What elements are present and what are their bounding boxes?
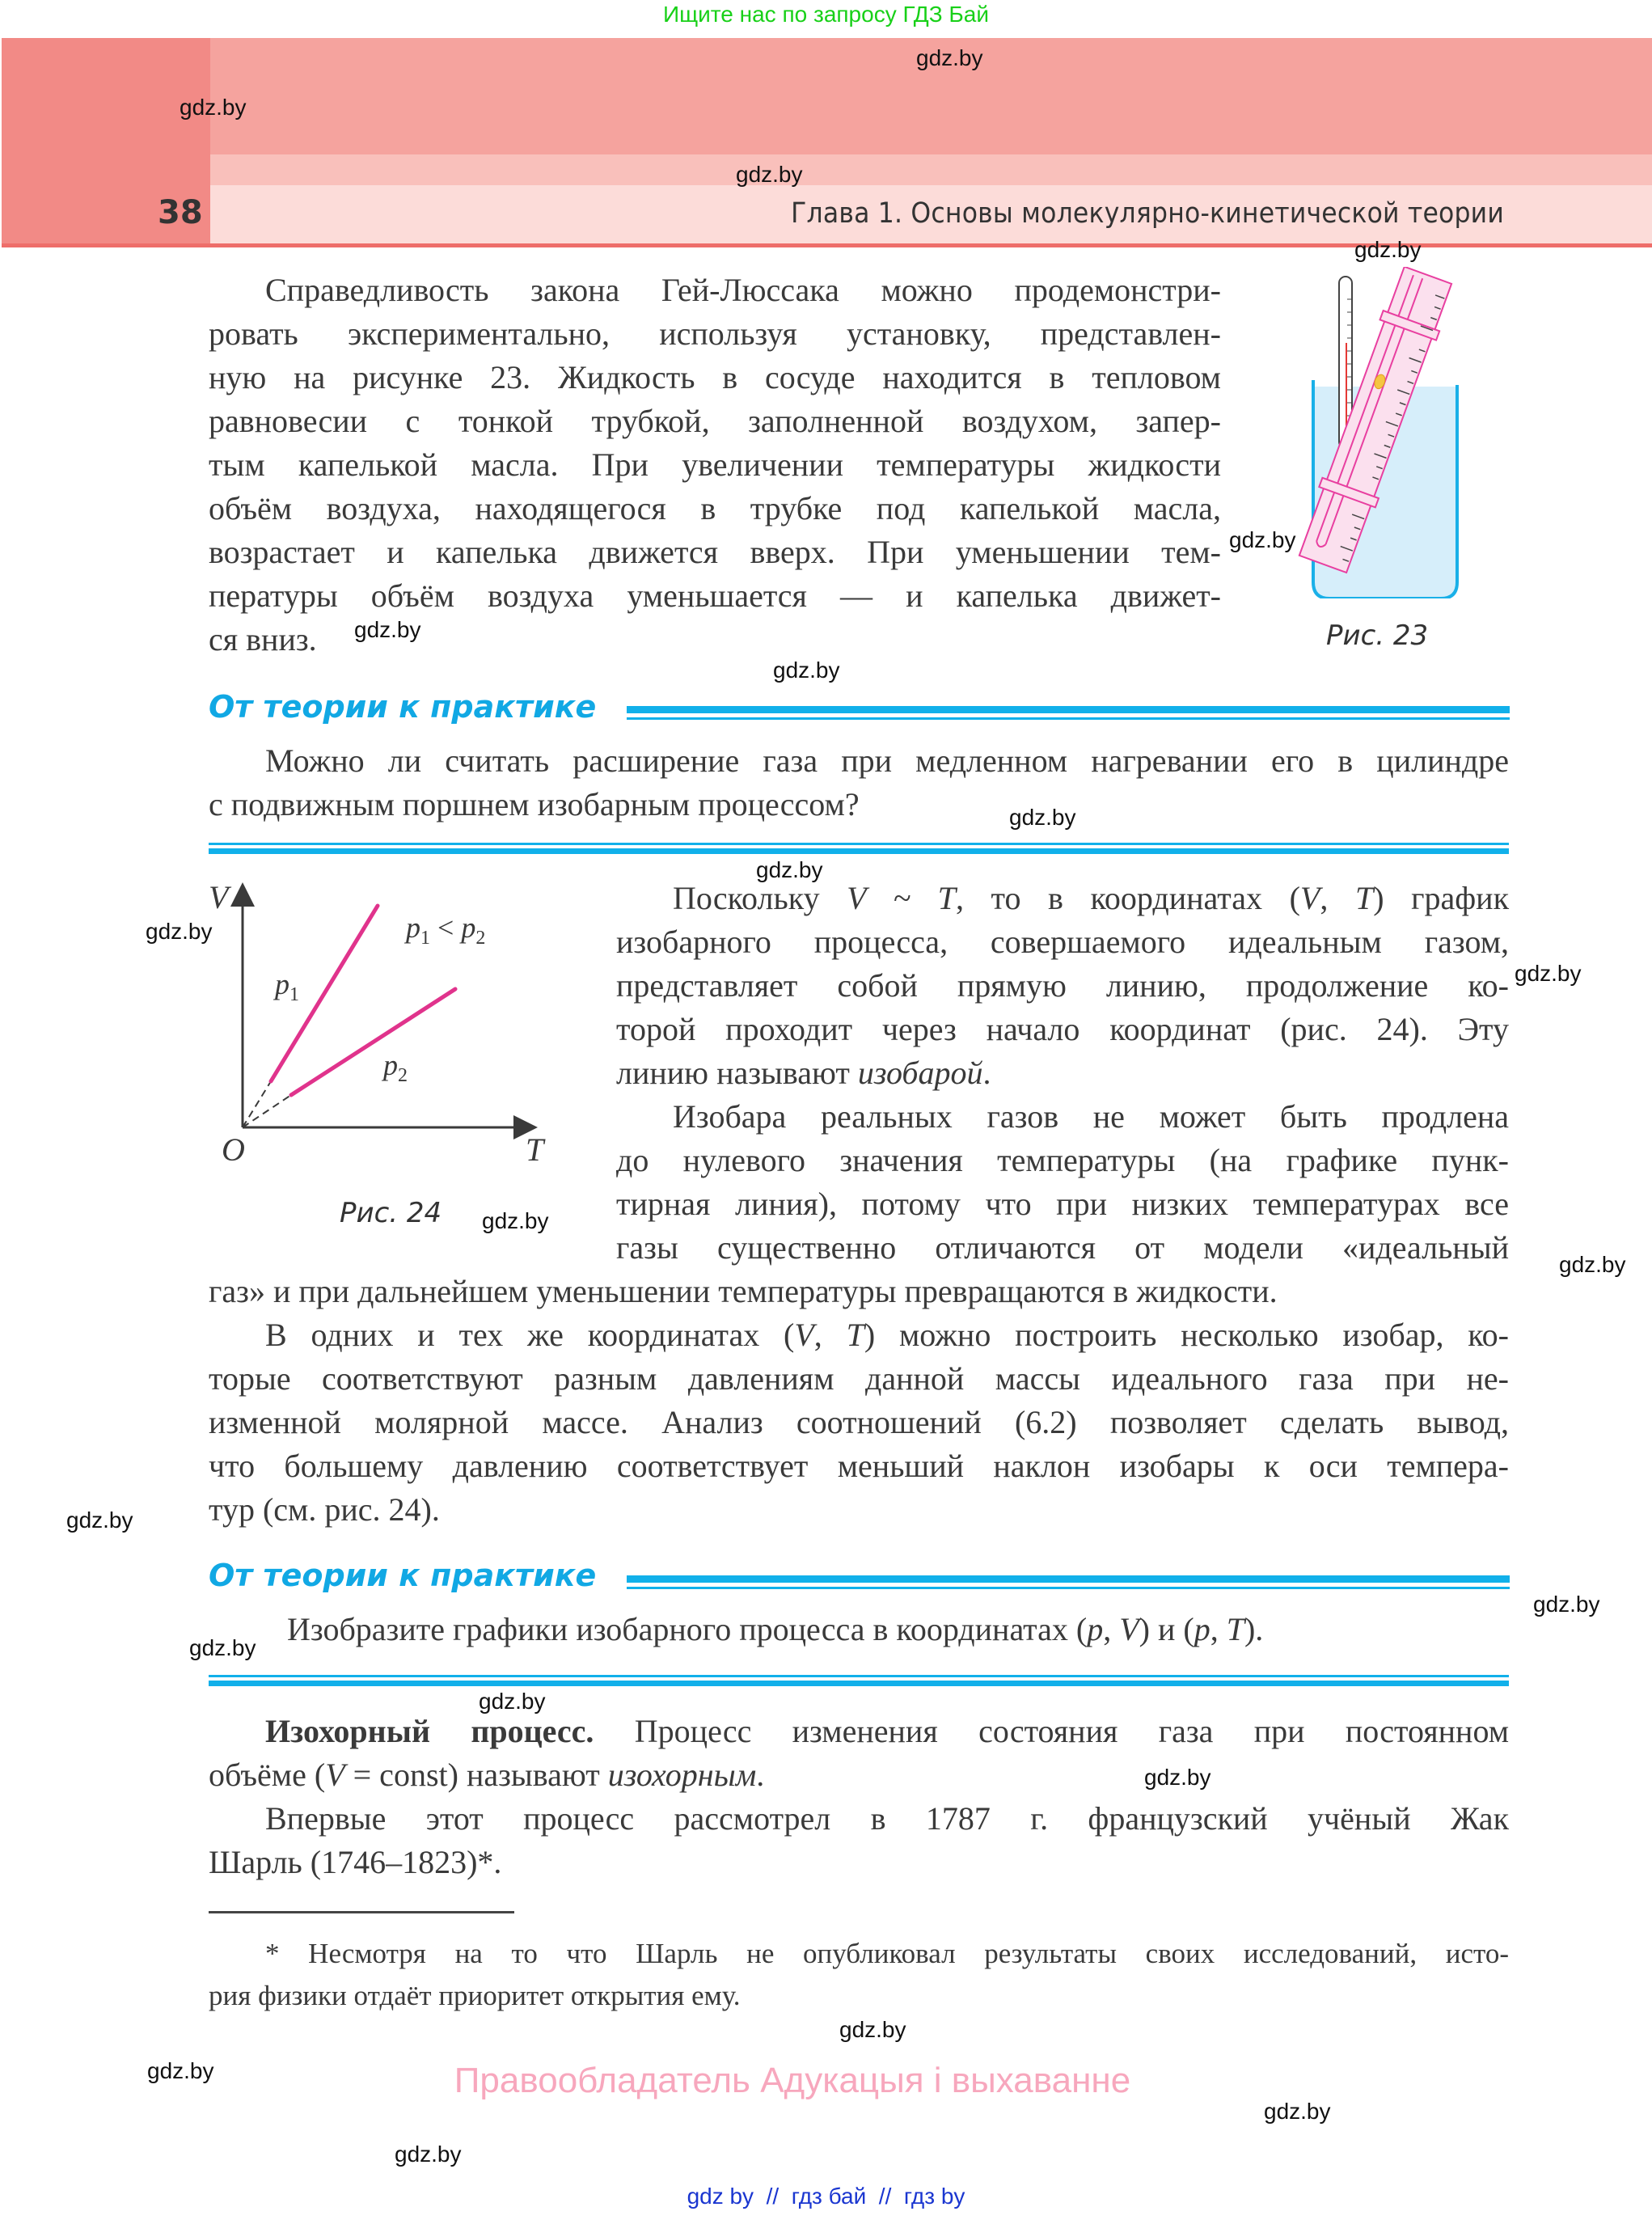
term-isochoric-process: Изохорный процесс.	[265, 1713, 594, 1749]
watermark: gdz.by	[482, 1208, 549, 1233]
rights-holder-notice: Правообладатель Адукацыя і выхаванне	[454, 2061, 1131, 2100]
text-line: Можно ли считать расширение газа при медленном нагревании его в цилиндре	[265, 742, 1509, 779]
text-line: ся вниз.	[209, 621, 317, 657]
watermark: gdz.by	[1229, 527, 1296, 552]
watermark: gdz.by	[839, 2017, 906, 2042]
watermark: gdz.by	[146, 919, 213, 944]
text-run: .	[756, 1757, 765, 1793]
watermark: gdz.by	[147, 2058, 214, 2083]
text-line: ную на рисунке 23. Жидкость в сосуде находится в тепловом	[209, 359, 1221, 395]
text-line: ровать экспериментально, используя установку, представлен-	[209, 315, 1221, 352]
text-line: что большему давлению соответствует меньший наклон изобары к оси темпера-	[209, 1448, 1509, 1484]
text-run: ,	[813, 1317, 847, 1353]
text-line: изобарного процесса, совершаемого идеальным газом,	[616, 924, 1509, 960]
relation-a: p	[406, 911, 420, 944]
pressure-relation	[406, 911, 485, 949]
axis-label-v: V	[209, 879, 229, 915]
watermark: gdz.by	[189, 1635, 256, 1660]
footnote	[209, 1933, 1509, 2017]
text-line: возрастает и капелька движется вверх. При уменьшении тем-	[209, 534, 1221, 570]
text-line: представляет собой прямую линию, продолжение ко-	[616, 967, 1509, 1004]
watermark: gdz.by	[1354, 237, 1422, 262]
text-run: ,	[1103, 1611, 1120, 1647]
text-line: торой проходит через начало координат (рис. 24). Эту	[616, 1011, 1509, 1047]
relation-a-sub: 1	[420, 928, 430, 949]
text-line	[209, 1710, 1509, 1753]
text-run: В одних и тех же координатах (	[265, 1317, 795, 1353]
watermark: gdz.by	[1144, 1765, 1211, 1790]
text-line: изменной молярной массе. Анализ соотношений (6.2) позволяет сделать вывод,	[209, 1404, 1509, 1440]
text-line: Шарль (1746–1823)*.	[209, 1844, 502, 1880]
p1-symbol: p	[275, 968, 289, 1000]
relation-b: p	[461, 911, 476, 944]
figure-24-isobar-chart	[146, 857, 598, 1181]
paragraph-real-gases-end	[209, 1270, 1509, 1313]
p2-symbol: p	[383, 1049, 398, 1081]
bottom-site-links[interactable]: gdz by // гдз бай // гдз by	[687, 2184, 965, 2209]
figure-23-caption: Рис. 23	[1326, 619, 1429, 652]
section-rule-thin	[627, 717, 1510, 720]
watermark: gdz.by	[756, 857, 823, 882]
practice-heading-1: От теории к практике	[209, 689, 597, 725]
paragraph-isobar-definition	[616, 877, 1509, 1095]
text-line: тур (см. рис. 24).	[209, 1491, 440, 1528]
page-number: 38	[158, 194, 203, 231]
text-line: Изобара реальных газов не может быть продлена	[673, 1098, 1509, 1135]
axis-label-t: T	[526, 1131, 544, 1168]
math-run: V ~ T	[847, 880, 956, 916]
text-line: пературы объём воздуха уменьшается — и капелька движет-	[209, 577, 1221, 614]
section-rule-thin	[209, 1675, 1509, 1677]
math-run: V	[325, 1757, 345, 1793]
text-line	[616, 1051, 1509, 1095]
origin-label: O	[222, 1131, 245, 1168]
practice-heading-2: От теории к практике	[209, 1558, 597, 1593]
text-line: тым капелькой масла. При увеличении температуры жидкости	[209, 446, 1221, 483]
text-line: Впервые этот процесс рассмотрел в 1787 г. французский учёный Жак	[265, 1800, 1509, 1837]
section-rule	[209, 848, 1509, 854]
search-hint-banner[interactable]: Ищите нас по запросу ГДЗ Бай	[662, 2, 990, 27]
watermark: gdz.by	[1515, 961, 1582, 986]
watermark: gdz.by	[736, 162, 803, 187]
figure-24-caption: Рис. 24	[340, 1197, 442, 1229]
gay-lussac-apparatus-illustration	[1294, 267, 1472, 598]
label-p1	[275, 967, 299, 1006]
text-run: объёме (	[209, 1757, 326, 1793]
math-run: p	[1194, 1611, 1210, 1647]
paragraph-gay-lussac	[209, 268, 1221, 662]
text-line	[616, 877, 1509, 920]
text-line	[209, 1313, 1509, 1357]
text-run: Поскольку	[673, 880, 847, 916]
math-run: V	[794, 1317, 814, 1353]
section-rule	[627, 1575, 1510, 1583]
text-run: = const) называют	[344, 1757, 608, 1793]
math-run: T	[1226, 1611, 1244, 1647]
math-run: T	[846, 1317, 864, 1353]
watermark: gdz.by	[773, 657, 840, 683]
chapter-title: Глава 1. Основы молекулярно-кинетической теории	[791, 197, 1504, 230]
text-line: Справедливость закона Гей-Люссака можно продемонстри-	[265, 272, 1221, 308]
watermark: gdz.by	[66, 1507, 133, 1533]
text-run: ,	[1210, 1611, 1227, 1647]
text-line: торые соответствуют разным давлениям данной массы идеального газа при не-	[209, 1360, 1509, 1397]
practice-task-2	[287, 1608, 1508, 1651]
watermark: gdz.by	[1009, 805, 1076, 830]
section-rule-thin	[209, 843, 1509, 845]
text-run: ,	[1320, 880, 1355, 916]
text-run: , то в координатах (	[955, 880, 1300, 916]
term-isobar: изобарой	[857, 1055, 983, 1091]
text-line	[209, 1753, 1509, 1797]
practice-question-1	[209, 739, 1509, 827]
math-run: V	[1299, 880, 1320, 916]
text-line: рия физики отдаёт приоритет открытия ему.	[209, 1980, 741, 2011]
p1-subscript: 1	[289, 984, 299, 1006]
watermark: gdz.by	[180, 95, 247, 120]
section-rule	[627, 706, 1510, 713]
watermark: gdz.by	[1533, 1592, 1600, 1617]
footnote-divider	[209, 1911, 514, 1913]
text-run: ) можно построить несколько изобар, ко-	[864, 1317, 1510, 1353]
text-line: газы существенно отличаются от модели «идеальный	[616, 1229, 1509, 1266]
text-line: до нулевого значения температуры (на графике пунк-	[616, 1142, 1509, 1178]
math-run: V	[1119, 1611, 1139, 1647]
text-run: ) и (	[1139, 1611, 1194, 1647]
watermark: gdz.by	[395, 2142, 462, 2167]
watermark: gdz.by	[479, 1689, 546, 1714]
header-mid-band	[210, 154, 1652, 185]
paragraph-several-isobars	[209, 1313, 1509, 1532]
p2-subscript: 2	[398, 1065, 408, 1087]
paragraph-isochoric	[209, 1710, 1509, 1884]
text-line: * Несмотря на то что Шарль не опубликовал результаты своих исследований, исто-	[265, 1938, 1509, 1969]
term-isochoric: изохорным	[607, 1757, 757, 1793]
section-rule-thin	[627, 1587, 1510, 1589]
text-line: объём воздуха, находящегося в трубке под капелькой масла,	[209, 490, 1221, 526]
figure-23-apparatus	[1294, 267, 1472, 598]
text-run: линию называют	[616, 1055, 858, 1091]
watermark: gdz.by	[1559, 1252, 1626, 1277]
text-run: ) график	[1373, 880, 1510, 916]
text-run: Изобразите графики изобарного процесса в координатах (	[287, 1611, 1088, 1647]
text-line: с подвижным поршнем изобарным процессом?	[209, 786, 860, 822]
section-rule	[209, 1681, 1509, 1686]
text-run: ).	[1244, 1611, 1264, 1647]
text-line: тирная линия), потому что при низких температурах все	[616, 1186, 1509, 1222]
text-run: Процесс изменения состояния газа при постоянном	[594, 1713, 1510, 1749]
text-line: равновесии с тонкой трубкой, заполненной воздухом, запер-	[209, 403, 1221, 439]
relation-op: <	[430, 911, 462, 944]
paragraph-real-gases	[616, 1095, 1509, 1270]
text-line: газ» и при дальнейшем уменьшении температуры превращаются в жидкости.	[209, 1273, 1278, 1309]
watermark: gdz.by	[354, 617, 421, 642]
watermark: gdz.by	[916, 45, 983, 70]
label-p2	[383, 1048, 408, 1087]
text-run: .	[982, 1055, 991, 1091]
math-run: T	[1354, 880, 1374, 916]
relation-b-sub: 2	[475, 928, 486, 949]
math-run: p	[1087, 1611, 1104, 1647]
watermark: gdz.by	[1264, 2099, 1331, 2124]
